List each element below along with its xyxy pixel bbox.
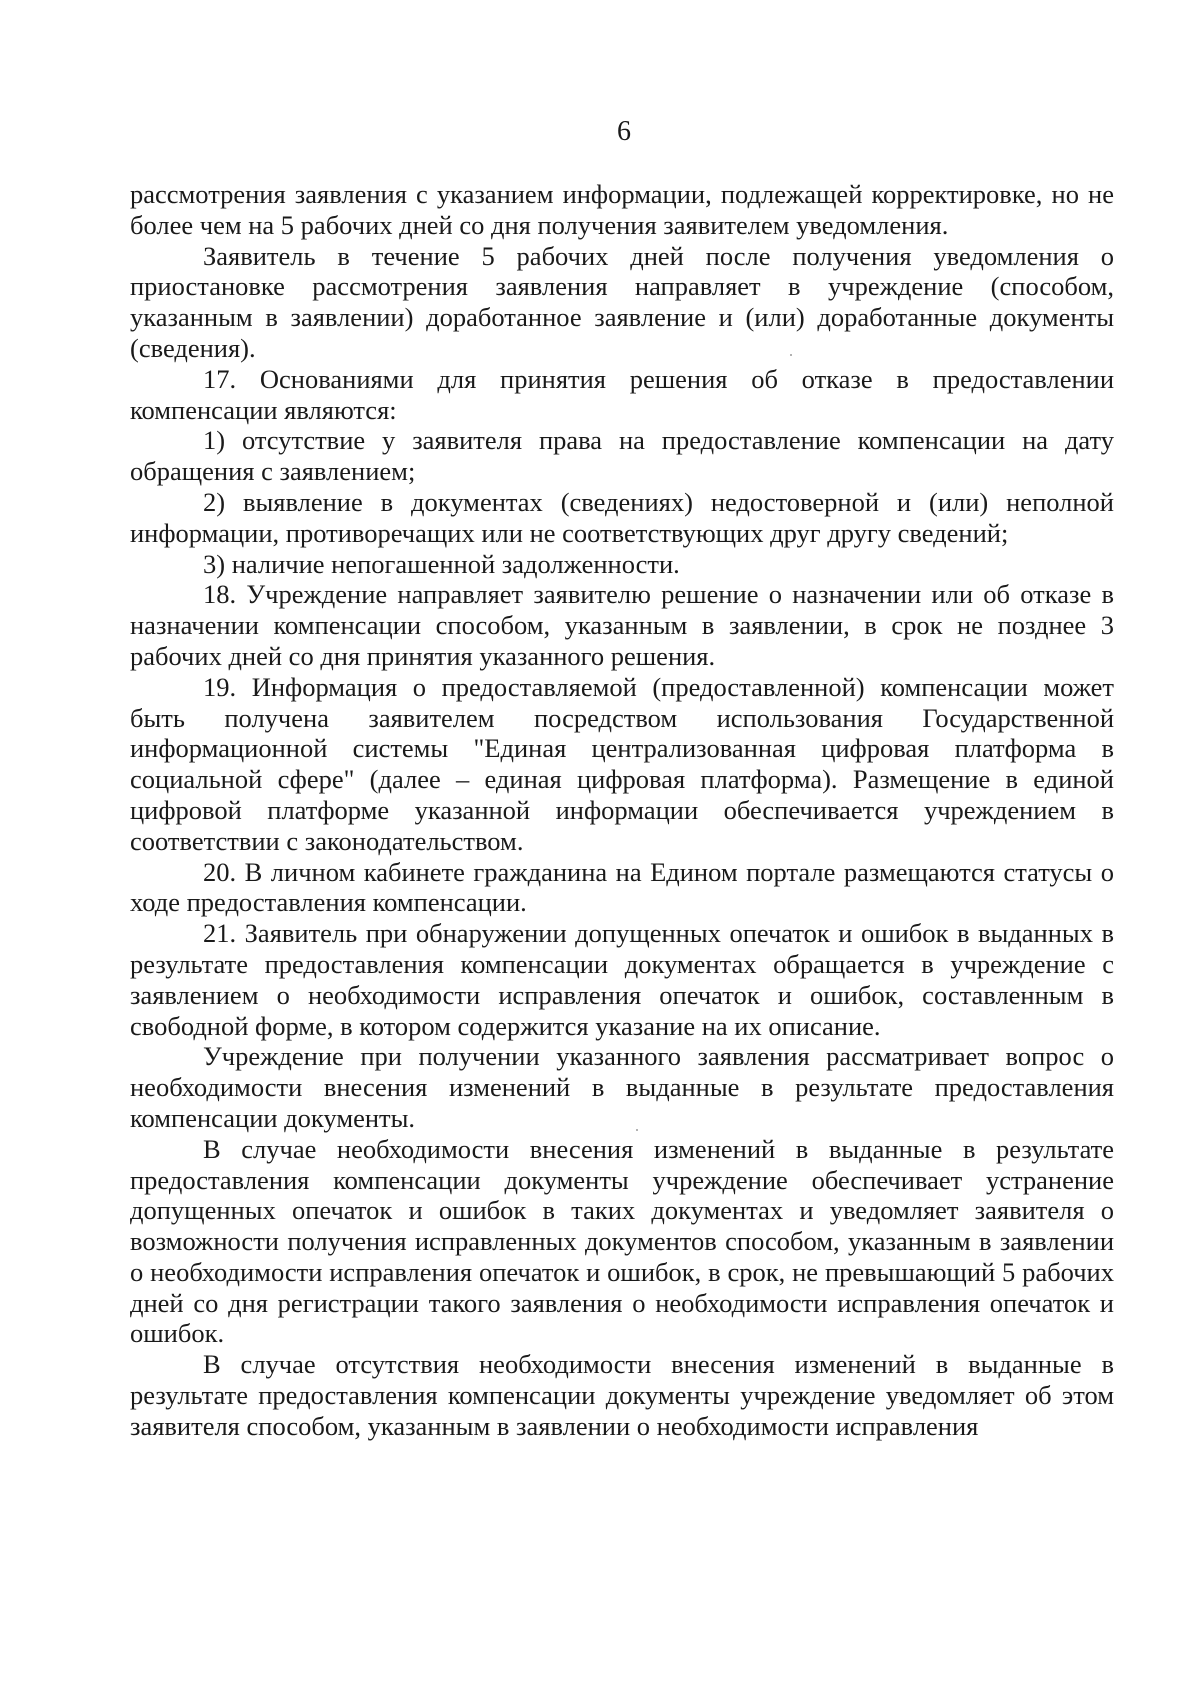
scan-speck — [636, 1129, 638, 1131]
document-body — [130, 179, 1114, 1442]
paragraph-item-20: 20. В личном кабинете гражданина на Едином портале размещаются статусы о ходе предоставления компенсации. — [130, 856, 1114, 918]
paragraph-item-18: 18. Учреждение направляет заявителю решение о назначении или об отказе в назначении компенсации способом, указанным в заявлении, в срок не позднее 3 рабочих дней со дня принятия указанного решения. — [130, 579, 1114, 671]
paragraph-item-17: 17. Основаниями для принятия решения об отказе в предоставлении компенсации являются: — [130, 363, 1114, 425]
paragraph: рассмотрения заявления с указанием информации, подлежащей корректировке, но не более чем на 5 рабочих дней со дня получения заявителем уведомления. — [130, 179, 1114, 240]
scan-speck — [790, 354, 792, 356]
paragraph: Учреждение при получении указанного заявления рассматривает вопрос о необходимости внесения изменений в выданные в результате предоставления компенсации документы. — [130, 1041, 1114, 1133]
paragraph-item-19: 19. Информация о предоставляемой (предоставленной) компенсации может быть получена заявителем посредством использования Государственной информационной системы "Единая централизованная цифровая платформа в социальной сфере" (далее – единая цифровая платформа). Размещение в единой цифровой платформе указанной информации обеспечивается учреждением в соответствии с законодательством. — [130, 671, 1114, 856]
paragraph-item-21: 21. Заявитель при обнаружении допущенных опечаток и ошибок в выданных в результате предоставления компенсации документах обращается в учреждение с заявлением о необходимости исправления опечаток и ошибок, составленным в свободной форме, в котором содержится указание на их описание. — [130, 918, 1114, 1041]
page-number: 6 — [617, 116, 631, 147]
paragraph: Заявитель в течение 5 рабочих дней после получения уведомления о приостановке рассмотрения заявления направляет в учреждение (способом, указанным в заявлении) доработанное заявление и (или) доработанные документы (сведения). — [130, 240, 1114, 363]
list-item: 2) выявление в документах (сведениях) недостоверной и (или) неполной информации, противоречащих или не соответствующих друг другу сведений; — [130, 486, 1114, 548]
list-item: 1) отсутствие у заявителя права на предоставление компенсации на дату обращения с заявлением; — [130, 425, 1114, 487]
paragraph: В случае отсутствия необходимости внесения изменений в выданные в результате предоставления компенсации документы учреждение уведомляет об этом заявителя способом, указанным в заявлении о необходимости исправления — [130, 1349, 1114, 1441]
paragraph: В случае необходимости внесения изменений в выданные в результате предоставления компенсации документы учреждение обеспечивает устранение допущенных опечаток и ошибок в таких документах и уведомляет заявителя о возможности получения исправленных документов способом, указанным в заявлении о необходимости исправления опечаток и ошибок, в срок, не превышающий 5 рабочих дней со дня регистрации такого заявления о необходимости исправления опечаток и ошибок. — [130, 1133, 1114, 1349]
list-item: 3) наличие непогашенной задолженности. — [203, 548, 680, 579]
